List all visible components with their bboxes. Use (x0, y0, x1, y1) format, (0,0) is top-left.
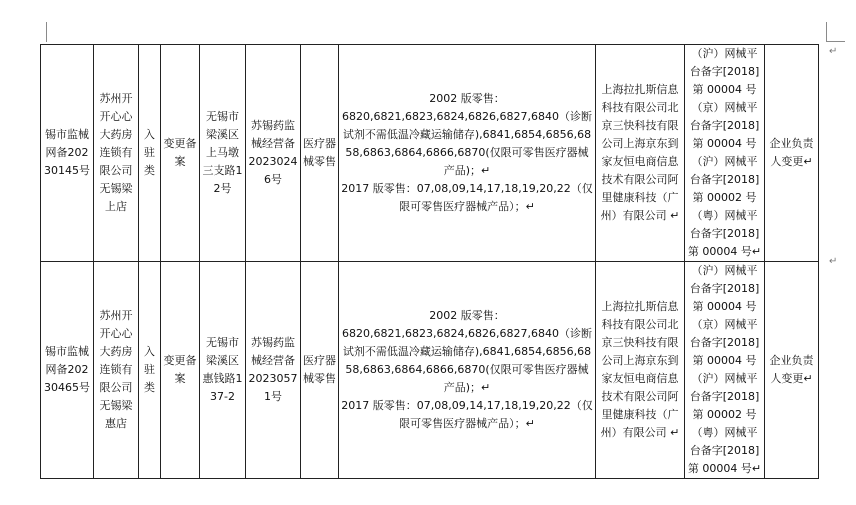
crop-mark-right (826, 22, 827, 42)
category-cell (339, 262, 596, 479)
license-cell: 苏锡药监械经营备20230246号 (246, 45, 301, 262)
table-row (41, 262, 819, 479)
registrations-cell: （沪）网械平台备字[2018]第 00004 号（京）网械平台备字[2018]第 00004 号（沪）网械平台备字[2018]第 00002 号（粤）网械平台备字[2018]第 00004 号↵ (685, 262, 765, 479)
company-name-cell: 苏州开开心心大药房连锁有限公司无锡梁惠店 (94, 262, 139, 479)
registrations-cell: （沪）网械平台备字[2018]第 00004 号（京）网械平台备字[2018]第 00004 号（沪）网械平台备字[2018]第 00002 号（粤）网械平台备字[2018]第 00004 号↵ (685, 45, 765, 262)
action-cell: 变更备案 (161, 45, 200, 262)
product-cell: 医疗器械零售 (301, 45, 339, 262)
license-cell: 苏锡药监械经营备20230571号 (246, 262, 301, 479)
table-row (41, 45, 819, 262)
crop-mark-right-horizontal (827, 41, 845, 42)
record-number-cell: 锡市监械网备20230465号 (41, 262, 94, 479)
company-name-cell: 苏州开开心心大药房连锁有限公司无锡梁上店 (94, 45, 139, 262)
type-cell: 入驻类 (139, 262, 161, 479)
platforms-cell: 上海拉扎斯信息科技有限公司北京三快科技有限公司上海京东到家友恒电商信息技术有限公司阿里健康科技（广州）有限公司 ↵ (596, 262, 685, 479)
remark-cell: 企业负责人变更↵ (765, 45, 819, 262)
row-end-mark: ↵ (829, 256, 838, 267)
product-cell: 医疗器械零售 (301, 262, 339, 479)
record-number-cell: 锡市监械网备20230145号 (41, 45, 94, 262)
category-2002-title: 2002 版零售： (429, 92, 505, 105)
address-cell: 无锡市梁溪区惠钱路137-2 (200, 262, 246, 479)
address-cell: 无锡市梁溪区上马墩三支路12号 (200, 45, 246, 262)
category-2002-text: 6820,6821,6823,6824,6826,6827,6840（诊断试剂不需低温冷藏运输储存),6841,6854,6856,6858,6863,6864,6866,6870(仅限可零售医疗器械产品)；↵ (342, 110, 592, 177)
category-2017-text: 2017 版零售：07,08,09,14,17,18,19,20,22（仅限可零售医疗器械产品）；↵ (341, 399, 593, 430)
category-2002-text: 6820,6821,6823,6824,6826,6827,6840（诊断试剂不需低温冷藏运输储存),6841,6854,6856,6858,6863,6864,6866,6870(仅限可零售医疗器械产品)；↵ (342, 327, 592, 394)
remark-cell: 企业负责人变更↵ (765, 262, 819, 479)
type-cell: 入驻类 (139, 45, 161, 262)
category-2002-title: 2002 版零售： (429, 309, 505, 322)
crop-mark-left (46, 22, 47, 42)
category-cell (339, 45, 596, 262)
record-table (40, 44, 819, 479)
row-end-mark: ↵ (829, 46, 838, 57)
action-cell: 变更备案 (161, 262, 200, 479)
category-2017-text: 2017 版零售：07,08,09,14,17,18,19,20,22（仅限可零售医疗器械产品）；↵ (341, 182, 593, 213)
platforms-cell: 上海拉扎斯信息科技有限公司北京三快科技有限公司上海京东到家友恒电商信息技术有限公司阿里健康科技（广州）有限公司 ↵ (596, 45, 685, 262)
